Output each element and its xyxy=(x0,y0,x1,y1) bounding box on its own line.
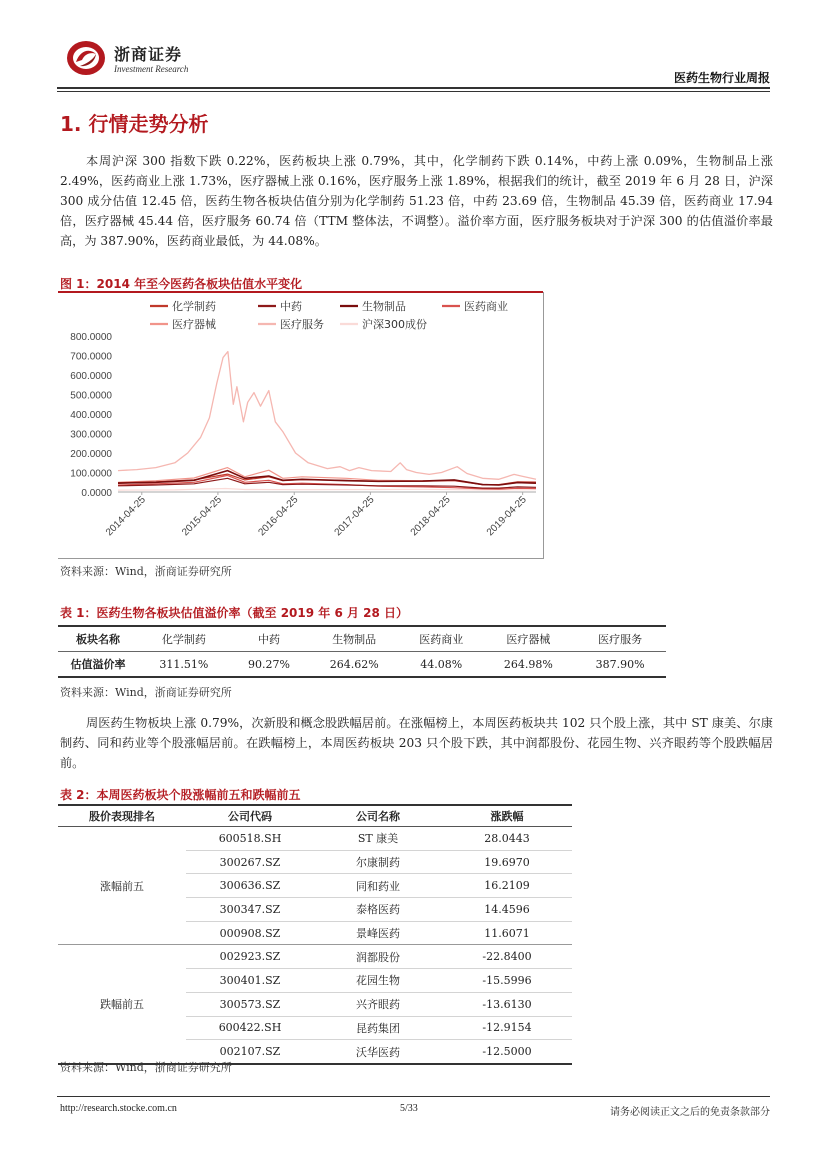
stock-change: 19.6970 xyxy=(442,850,572,874)
footer-disclaimer: 请务必阅读正文之后的免责条款部分 xyxy=(610,1107,770,1118)
stock-change: -15.5996 xyxy=(442,969,572,993)
valuation-line-chart xyxy=(58,292,543,558)
stock-code: 300573.SZ xyxy=(186,992,314,1016)
stock-change: -22.8400 xyxy=(442,945,572,969)
stock-change: -12.9154 xyxy=(442,1016,572,1040)
table1-caption: 表 1：医药生物各板块估值溢价率（截至 2019 年 6 月 28 日） xyxy=(60,606,409,620)
stock-code: 300401.SZ xyxy=(186,969,314,993)
brand-name-en: Investment Research xyxy=(114,64,189,74)
header-divider-thin xyxy=(57,91,770,92)
legend-label: 医疗器械 xyxy=(172,318,216,331)
stock-change: 14.4596 xyxy=(442,898,572,922)
figure1-source: 资料来源：Wind，浙商证券研究所 xyxy=(60,565,232,578)
stock-movers-paragraph: 周医药生物板块上涨 0.79%，次新股和概念股跌幅居前。在涨幅榜上，本周医药板块共 102 只个股上涨，其中 ST 康美、尔康制药、同和药业等个股涨幅居前。在跌幅榜上，本周医药板块 203 只个股下跌，其中润都股份、花园生物、兴齐眼药等个股跌幅居前。 xyxy=(60,716,773,770)
premium-col-header: 医疗器械 xyxy=(482,627,574,652)
premium-value: 90.27% xyxy=(230,652,309,678)
stock-change: 11.6071 xyxy=(442,921,572,945)
table2-caption: 表 2：本周医药板块个股涨幅前五和跌幅前五 xyxy=(60,788,301,802)
movers-table-header xyxy=(58,806,572,827)
x-tick-label: 2015-04-25 xyxy=(180,494,225,539)
stock-name: 尔康制药 xyxy=(314,850,442,874)
premium-col-header: 中药 xyxy=(230,627,309,652)
table1-source: 资料来源：Wind，浙商证券研究所 xyxy=(60,686,232,699)
market-summary-paragraph: 本周沪深 300 指数下跌 0.22%，医药板块上涨 0.79%，其中，化学制药下跌 0.14%，中药上涨 0.09%，生物制品上涨 2.49%，医药商业上涨 1.73%，医疗器械上涨 0.16%，医疗服务上涨 1.89%，根据我们的统计，截至 2019 年 6 月 28 日，沪深 300 成分估值 12.45 倍，医药生物各板块估值分别为化学制药 51.23 倍，中药 23.69 倍，生物制品 45.39 倍，医药商业 17.94 倍，医疗器械 45.44 倍，医疗服务 60.74 倍（TTM 整体法，不调整）。溢价率方面，医疗服务板块对于沪深 300 的估值溢价率最高，为 387.90%，医药商业最低，为 44.08%。 xyxy=(60,154,773,248)
x-tick-label: 2016-04-25 xyxy=(256,494,301,539)
page-number: 5/33 xyxy=(400,1103,418,1114)
stock-code: 300636.SZ xyxy=(186,874,314,898)
y-tick-label: 700.0000 xyxy=(70,351,112,363)
premium-header-label: 板块名称 xyxy=(58,627,138,652)
movers-col-header: 股价表现排名 xyxy=(58,806,186,827)
legend-label: 医药商业 xyxy=(464,300,508,313)
y-tick-label: 400.0000 xyxy=(70,410,112,421)
premium-col-header: 医疗服务 xyxy=(574,627,666,652)
y-tick-label: 600.0000 xyxy=(70,371,112,382)
stock-name: ST 康美 xyxy=(314,827,442,851)
top-movers-table xyxy=(58,806,572,1065)
stock-change: -12.5000 xyxy=(442,1040,572,1064)
stock-code: 002923.SZ xyxy=(186,945,314,969)
series-line xyxy=(118,352,536,480)
figure1-caption: 图 1：2014 年至今医药各板块估值水平变化 xyxy=(60,277,303,291)
stock-name: 花园生物 xyxy=(314,969,442,993)
table-row xyxy=(58,945,572,969)
movers-col-header: 公司名称 xyxy=(314,806,442,827)
x-tick-label: 2017-04-25 xyxy=(332,494,377,539)
brand-name-cn: 浙商证券 xyxy=(114,45,183,64)
stock-name: 兴齐眼药 xyxy=(314,992,442,1016)
legend-label: 中药 xyxy=(280,300,302,313)
premium-table-header xyxy=(58,627,666,652)
x-tick-label: 2018-04-25 xyxy=(408,494,453,539)
valuation-chart xyxy=(58,292,544,559)
movers-col-header: 公司代码 xyxy=(186,806,314,827)
premium-value: 311.51% xyxy=(138,652,230,678)
movers-col-header: 涨跌幅 xyxy=(442,806,572,827)
footer-divider xyxy=(57,1096,770,1097)
table2-source: 资料来源：Wind，浙商证券研究所 xyxy=(60,1061,232,1074)
premium-value: 264.62% xyxy=(308,652,400,678)
stock-name: 润都股份 xyxy=(314,945,442,969)
legend-label: 化学制药 xyxy=(172,300,216,313)
stock-name: 景峰医药 xyxy=(314,921,442,945)
legend-label: 医疗服务 xyxy=(280,318,324,331)
stock-code: 300267.SZ xyxy=(186,850,314,874)
legend-label: 沪深300成份 xyxy=(362,318,427,331)
y-tick-label: 200.0000 xyxy=(70,449,112,460)
x-tick-label: 2019-04-25 xyxy=(484,494,529,539)
premium-row-label: 估值溢价率 xyxy=(58,652,138,678)
x-tick-label: 2014-04-25 xyxy=(103,494,148,539)
stock-change: 28.0443 xyxy=(442,827,572,851)
stock-code: 600422.SH xyxy=(186,1016,314,1040)
y-tick-label: 300.0000 xyxy=(70,429,112,441)
report-type-label: 医药生物行业周报 xyxy=(673,71,770,85)
legend-label: 生物制品 xyxy=(362,300,406,313)
zheshang-securities-logo-icon xyxy=(66,40,106,76)
table-row xyxy=(58,827,572,851)
premium-value: 264.98% xyxy=(482,652,574,678)
stock-code: 002107.SZ xyxy=(186,1040,314,1064)
footer-url-link[interactable]: http://research.stocke.com.cn xyxy=(60,1103,177,1114)
stock-change: 16.2109 xyxy=(442,874,572,898)
premium-value: 387.90% xyxy=(574,652,666,678)
section-title: 1. 行情走势分析 xyxy=(60,112,209,136)
y-tick-label: 500.0000 xyxy=(70,390,112,402)
stock-change: -13.6130 xyxy=(442,992,572,1016)
stock-name: 泰格医药 xyxy=(314,898,442,922)
premium-value: 44.08% xyxy=(400,652,482,678)
stock-code: 600518.SH xyxy=(186,827,314,851)
stock-code: 300347.SZ xyxy=(186,898,314,922)
gainers-group-label: 涨幅前五 xyxy=(58,827,186,945)
stock-name: 沃华医药 xyxy=(314,1040,442,1064)
premium-table xyxy=(58,627,666,678)
header-divider xyxy=(57,87,770,89)
y-tick-label: 100.0000 xyxy=(70,468,112,480)
stock-code: 000908.SZ xyxy=(186,921,314,945)
premium-col-header: 医药商业 xyxy=(400,627,482,652)
premium-table-row xyxy=(58,652,666,678)
stock-name: 昆药集团 xyxy=(314,1016,442,1040)
y-tick-label: 0.0000 xyxy=(81,488,112,499)
stock-name: 同和药业 xyxy=(314,874,442,898)
losers-group-label: 跌幅前五 xyxy=(58,945,186,1064)
premium-col-header: 化学制药 xyxy=(138,627,230,652)
premium-col-header: 生物制品 xyxy=(308,627,400,652)
y-tick-label: 800.0000 xyxy=(70,332,112,343)
